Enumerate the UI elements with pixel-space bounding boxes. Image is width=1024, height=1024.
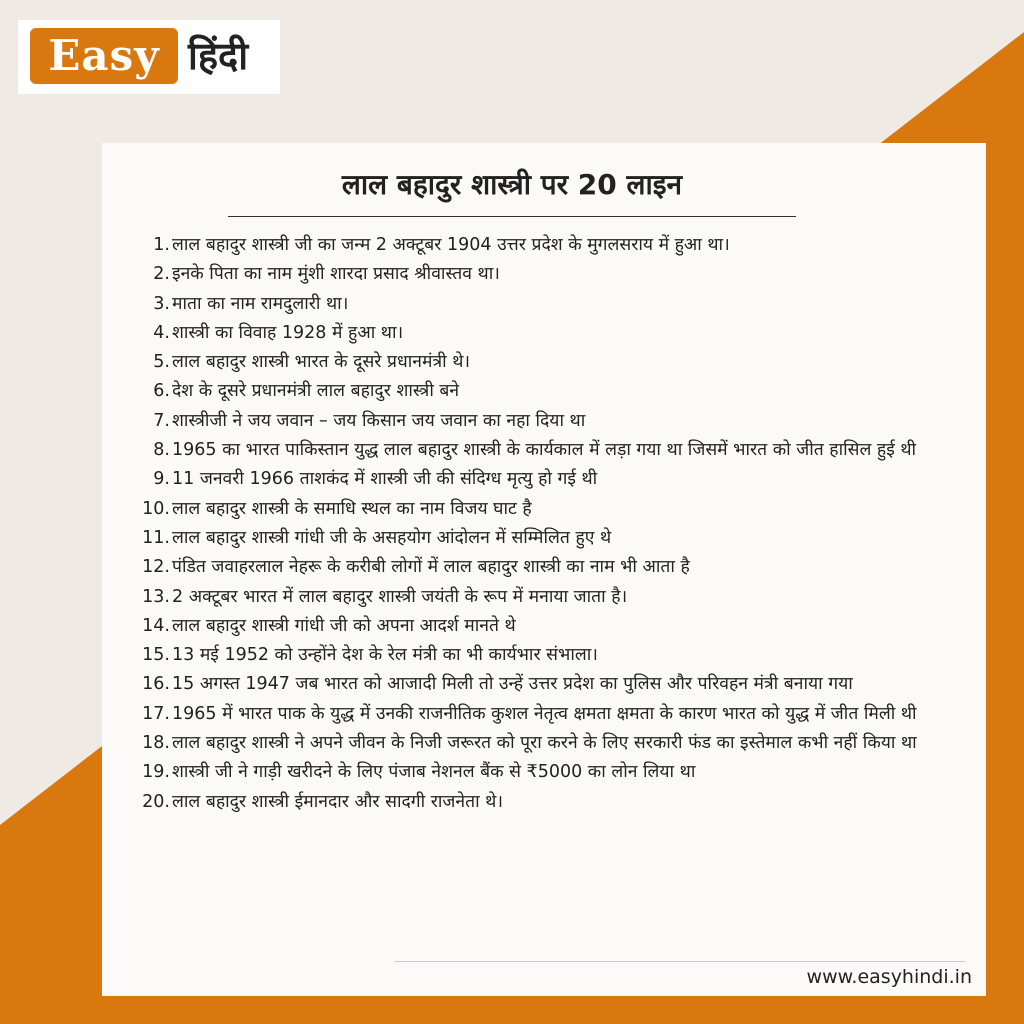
list-item-number: 9. (153, 469, 170, 490)
list-item (132, 788, 982, 817)
list-item-number: 20. (142, 791, 170, 812)
content-card (102, 143, 986, 996)
list-item-number: 12. (142, 557, 170, 578)
lines-list (132, 231, 982, 817)
list-item (132, 553, 982, 582)
list-item-number: 16. (142, 674, 170, 695)
list-item (132, 700, 982, 729)
list-item (132, 524, 982, 553)
title-divider (228, 216, 796, 217)
list-item-number: 10. (142, 498, 170, 519)
list-item (132, 729, 982, 758)
list-item (132, 758, 982, 787)
list-item-text: लाल बहादुर शास्त्री के समाधि स्थल का नाम विजय घाट है (172, 498, 532, 519)
page-title: लाल बहादुर शास्त्री पर 20 लाइन (341, 168, 683, 201)
logo-easy-text: Easy (30, 28, 178, 84)
list-item-number: 7. (153, 410, 170, 431)
list-item-text: लाल बहादुर शास्त्री जी का जन्म 2 अक्टूबर 1904 उत्तर प्रदेश के मुगलसराय में हुआ था। (172, 235, 730, 255)
list-item (132, 260, 982, 289)
list-item-number: 4. (153, 322, 170, 343)
website-url: www.easyhindi.in (806, 966, 972, 988)
list-item (132, 612, 982, 641)
list-item-number: 15. (142, 645, 170, 666)
list-item-number: 2. (153, 264, 170, 285)
list-item-number: 13. (142, 586, 170, 607)
list-item-text: 1965 का भारत पाकिस्तान युद्ध लाल बहादुर शास्त्री के कार्यकाल में लड़ा गया था जिसमें भारत को जीत हासिल हुई थी (172, 440, 917, 461)
list-item-text: शास्त्रीजी ने जय जवान – जय किसान जय जवान का नहा दिया था (172, 410, 586, 431)
list-item (132, 641, 982, 670)
list-item-text: पंडित जवाहरलाल नेहरू के करीबी लोगों में लाल बहादुर शास्त्री का नाम भी आता है (172, 557, 690, 578)
list-item-number: 14. (142, 615, 170, 636)
list-item-text: देश के दूसरे प्रधानमंत्री लाल बहादुर शास्त्री बने (172, 381, 460, 402)
list-item (132, 495, 982, 524)
list-item-text: लाल बहादुर शास्त्री भारत के दूसरे प्रधानमंत्री थे। (172, 352, 471, 373)
list-item (132, 583, 982, 612)
list-item-text: माता का नाम रामदुलारी था। (172, 293, 349, 314)
list-item (132, 319, 982, 348)
list-item-number: 5. (153, 352, 170, 373)
list-item-number: 6. (153, 381, 170, 402)
list-item (132, 407, 982, 436)
list-item-text: लाल बहादुर शास्त्री ने अपने जीवन के निजी जरूरत को पूरा करने के लिए सरकारी फंड का इस्तेमाल कभी नहीं किया था (172, 733, 917, 754)
list-item-text: 1965 में भारत पाक के युद्ध में उनकी राजनीतिक कुशल नेतृत्व क्षमता क्षमता के कारण भारत को युद्ध में जीत मिली थी (172, 703, 917, 724)
footer-divider (395, 961, 965, 962)
list-item-text: 2 अक्टूबर भारत में लाल बहादुर शास्त्री जयंती के रूप में मनाया जाता है। (172, 586, 628, 607)
list-item (132, 436, 982, 465)
logo-hindi-text: हिंदी (188, 34, 249, 78)
list-item-text: लाल बहादुर शास्त्री गांधी जी के असहयोग आंदोलन में सम्मिलित हुए थे (172, 527, 612, 548)
list-item (132, 231, 982, 260)
list-item-number: 1. (153, 235, 170, 255)
list-item-text: 13 मई 1952 को उन्होंने देश के रेल मंत्री का भी कार्यभार संभाला। (172, 645, 598, 666)
list-item (132, 290, 982, 319)
logo (18, 20, 280, 94)
list-item (132, 465, 982, 494)
list-item (132, 670, 982, 699)
list-item-number: 19. (142, 762, 170, 783)
list-item-text: 11 जनवरी 1966 ताशकंद में शास्त्री जी की संदिग्ध मृत्यु हो गई थी (172, 469, 598, 490)
list-item-text: लाल बहादुर शास्त्री गांधी जी को अपना आदर्श मानते थे (172, 615, 516, 636)
list-item-text: लाल बहादुर शास्त्री ईमानदार और सादगी राजनेता थे। (172, 791, 503, 812)
list-item-text: इनके पिता का नाम मुंशी शारदा प्रसाद श्रीवास्तव था। (172, 264, 500, 285)
list-item-number: 3. (153, 293, 170, 314)
list-item-number: 11. (142, 527, 170, 548)
list-item-number: 18. (142, 733, 170, 754)
list-item-number: 8. (153, 440, 170, 461)
list-item-text: शास्त्री जी ने गाड़ी खरीदने के लिए पंजाब नेशनल बैंक से ₹5000 का लोन लिया था (172, 762, 696, 783)
list-item (132, 377, 982, 406)
list-item-text: 15 अगस्त 1947 जब भारत को आजादी मिली तो उन्हें उत्तर प्रदेश का पुलिस और परिवहन मंत्री बनाया गया (172, 674, 853, 695)
list-item-number: 17. (142, 703, 170, 724)
list-item (132, 348, 982, 377)
list-item-text: शास्त्री का विवाह 1928 में हुआ था। (172, 322, 404, 343)
